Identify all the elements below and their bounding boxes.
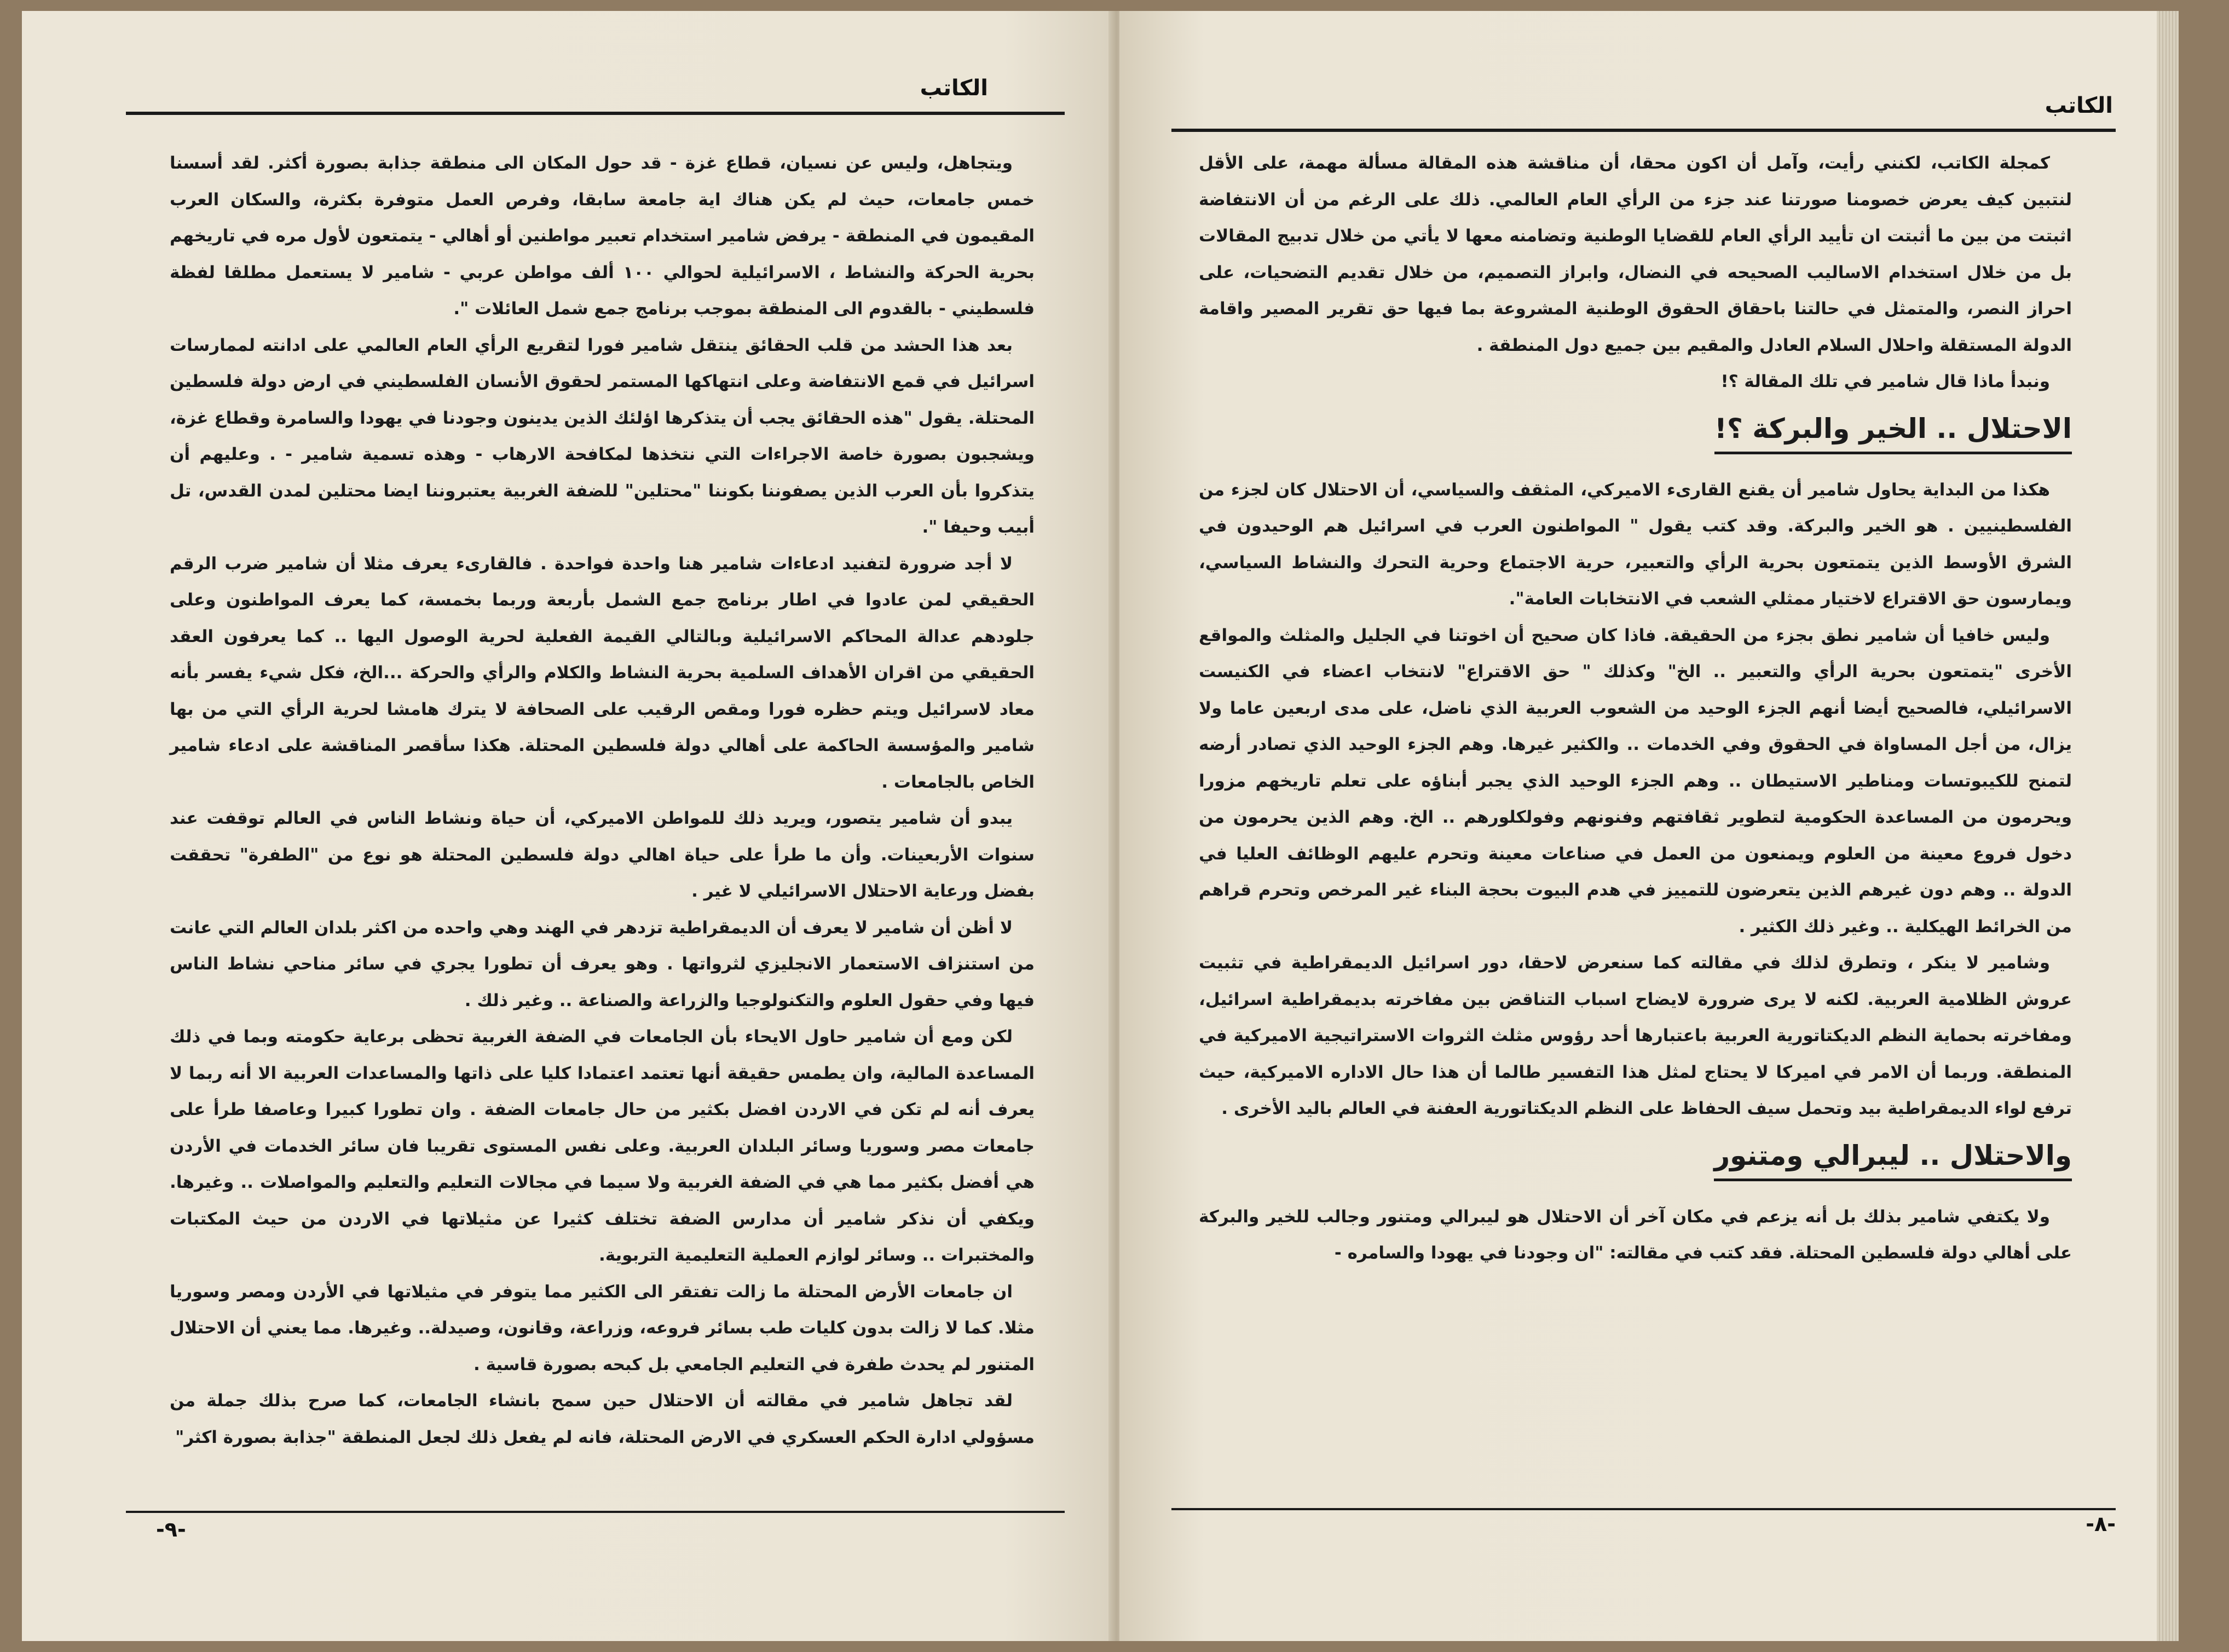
page-edges — [2157, 11, 2179, 1641]
page-number: -٩- — [156, 1517, 186, 1541]
footer-rule — [126, 1511, 1065, 1513]
footer-rule — [1171, 1508, 2116, 1510]
left-page — [22, 11, 1114, 1641]
book-spread — [22, 11, 2179, 1641]
page-number: -٨- — [2086, 1512, 2116, 1536]
paragraph: وليس خافيا أن شامير نطق بجزء من الحقيقة. فاذا كان صحيح أن اخوتنا في الجليل والمثلث والمواقع الأخرى "يتمتعون بحرية الرأي والتعبير .. الخ" وكذلك " حق الاقتراع" لانتخاب اعضاء في الكنيست الاسرائيلي، فالصحيح أيضا أنهم الجزء الوحيد من الشعوب العربية الذي ناضل، على مدى اربعين عاما ولا يزال، من أجل المساواة في الحقوق وفي الخدمات .. والكثير غيرها. وهم الجزء الوحيد الذي تصادر أرضه لتمنح للكيبوتسات ومناطير الاستيطان .. وهم الجزء الوحيد الذي يجبر أبناؤه على تعلم تاريخهم مزورا ويحرمون من المساعدة الحكومية لتطوير ثقافتهم وفنونهم وفولكلورهم .. الخ. وهم الذين يحرمون من دخول فروع معينة من العلوم ويمنعون من العمل في صناعات معينة وتحرم عليهم الوظائف العليا في الدولة .. وهم دون غيرهم الذين يتعرضون للتمييز في هدم البيوت بحجة البناء غير المرخص وتحرم قراهم من الخرائط الهيكلية .. وغير ذلك الكثير . — [1199, 625, 2072, 937]
paragraph: لكن ومع أن شامير حاول الايحاء بأن الجامعات في الضفة الغربية تحظى برعاية حكومته وبما في ذلك المساعدة المالية، وان يطمس حقيقة أنها تعتمد اعتمادا كليا على ذاتها والمساعدات العربية الا أنه ربما لا يعرف أنه لم تكن في الاردن افضل بكثير من حال جامعات الضفة . وان تطورا كبيرا وعاصفا طرأ على جامعات مصر وسوريا وسائر البلدان العربية. وعلى نفس المستوى تقريبا فان سائر الخدمات في الأردن هي أفضل بكثير مما هي في الضفة الغربية ولا سيما في مجالات التعليم والتعليم والمواصلات .. وغيرها. ويكفي أن نذكر شامير أن مدارس الضفة تختلف كثيرا عن مثيلاتها في الاردن من حيث المكتبات والمختبرات .. وسائر لوازم العملية التعليمية التربوية. — [170, 1027, 1035, 1265]
paragraph: يبدو أن شامير يتصور، ويريد ذلك للمواطن الاميركي، أن حياة ونشاط الناس في العالم توقفت عند سنوات الأربعينات. وأن ما طرأ على حياة اهالي دولة فلسطين المحتلة هو نوع من "الطفرة" تحققت بفضل ورعاية الاحتلال الاسرائيلي لا غير . — [170, 808, 1035, 901]
paragraph: لقد تجاهل شامير في مقالته أن الاحتلال حين سمح بانشاء الجامعات، كما صرح بذلك جملة من مسؤولي ادارة الحكم العسكري في الارض المحتلة، فانه لم يفعل ذلك لجعل المنطقة "جذابة بصورة اكثر" — [170, 1391, 1035, 1447]
section-heading: والاحتلال .. ليبرالي ومتنور — [1714, 1134, 2072, 1181]
paragraph: لا أجد ضرورة لتفنيد ادعاءات شامير هنا واحدة فواحدة . فالقارىء يعرف مثلا أن شامير ضرب الرقم الحقيقي لمن عادوا في اطار برنامج جمع الشمل بأربعة وربما بخمسة، كما يعرف المواطنون وعلى جلودهم عدالة المحاكم الاسرائيلية وبالتالي القيمة الفعلية لحرية الوصول اليها .. كما يعرفون العقد الحقيقي من اقران الأهداف السلمية بحرية النشاط والكلام والرأي والحركة ...الخ، فكل شيء يفسر بأنه معاد لاسرائيل ويتم حظره فورا ومقص الرقيب على الصحافة لا يترك هامشا لحرية الرأي التي من بها شامير والمؤسسة الحاكمة على أهالي دولة فلسطين المحتلة. هكذا سأقصر المناقشة على ادعاء شامير الخاص بالجامعات . — [170, 553, 1035, 792]
paragraph: لا أظن أن شامير لا يعرف أن الديمقراطية تزدهر في الهند وهي واحده من اكثر بلدان العالم التي عانت من استنزاف الاستعمار الانجليزي لثرواتها . وهو يعرف أن تطورا يجري في سائر مناحي نشاط الناس فيها وفي حقول العلوم والتكنولوجيا والزراعة والصناعة .. وغير ذلك . — [170, 917, 1035, 1010]
right-page — [1119, 11, 2179, 1641]
header-rule — [126, 112, 1065, 115]
paragraph: ولا يكتفي شامير بذلك بل أنه يزعم في مكان آخر أن الاحتلال هو ليبرالي ومتنور وجالب للخير والبركة على أهالي دولة فلسطين المحتلة. فقد كتب في مقالته: "ان وجودنا في يهودا والسامره - — [1199, 1206, 2072, 1263]
paragraph: هكذا من البداية يحاول شامير أن يقنع القارىء الاميركي، المثقف والسياسي، أن الاحتلال كان لجزء من الفلسطينيين . هو الخير والبركة. وقد كتب يقول " المواطنون العرب في اسرائيل هم الوحيدون في الشرق الأوسط الذين يتمتعون بحرية الرأي والتعبير، حرية الاجتماع وحرية التحرك والنشاط السياسي، ويمارسون حق الاقتراع لاختيار ممثلي الشعب في الانتخابات العامة". — [1199, 480, 2072, 609]
running-head: الكاتب — [2045, 93, 2113, 118]
left-page-body — [170, 145, 1035, 1455]
paragraph: ان جامعات الأرض المحتلة ما زالت تفتقر الى الكثير مما يتوفر في مثيلاتها في الأردن ومصر وسوريا مثلا. كما لا زالت بدون كليات طب بسائر فروعه، وزراعة، وقانون، وصيدلة.. وغيرها. مما يعني أن الاحتلال المتنور لم يحدث طفرة في التعليم الجامعي بل كبحه بصورة قاسية . — [170, 1281, 1035, 1374]
section-heading: الاحتلال .. الخير والبركة ؟! — [1714, 407, 2072, 454]
paragraph: ونبدأ ماذا قال شامير في تلك المقالة ؟! — [1720, 372, 2050, 391]
paragraph: بعد هذا الحشد من قلب الحقائق ينتقل شامير فورا لتقريع الرأي العام العالمي على ادانته لممارسات اسرائيل في قمع الانتفاضة وعلى انتهاكها المستمر لحقوق الأنسان الفلسطيني في ارض دولة فلسطين المحتلة. يقول "هذه الحقائق يجب أن يتذكرها اؤلئك الذين يدينون وجودنا في يهودا والسامرة وقطاع غزة، ويشجبون بصورة خاصة الاجراءات التي نتخذها لمكافحة الارهاب - وهذه تسمية شامير - . وعليهم أن يتذكروا بأن العرب الذين يصفوننا بكوننا "محتلين" للضفة الغربية يعتبروننا ايضا محتلين لمدن القدس، تل أبيب وحيفا ". — [170, 335, 1035, 537]
header-rule — [1171, 129, 2116, 132]
paragraph: كمجلة الكاتب، لكنني رأيت، وآمل أن اكون محقا، أن مناقشة هذه المقالة مسألة مهمة، على الأقل لنتبين كيف يعرض خصومنا صورتنا عند جزء من الرأي العام العالمي. ذلك على الرغم من أن الانتفاضة اثبتت من بين ما أثبتت ان تأييد الرأي العام للقضايا الوطنية وتضامنه معها لا يأتي من خلال تدبيج المقالات بل من خلال استخدام الاساليب الصحيحه في النضال، وابراز التصميم، من خلال تقديم التضحيات، على احراز النصر، والمتمثل في حالتنا باحقاق الحقوق الوطنية المشروعة بما فيها حق تقرير المصير واقامة الدولة المستقلة واحلال السلام العادل والمقيم بين جميع دول المنطقة . — [1199, 153, 2072, 355]
right-page-body — [1199, 145, 2072, 1272]
running-head: الكاتب — [920, 76, 988, 101]
paragraph: ويتجاهل، وليس عن نسيان، قطاع غزة - قد حول المكان الى منطقة جذابة بصورة أكثر. لقد أسسنا خمس جامعات، حيث لم يكن هناك اية جامعة سابقا، وفرص العمل متوفرة بكثرة، والسكان العرب المقيمون في المنطقة - يرفض شامير استخدام تعبير مواطنين أو أهالي - يتمتعون لأول مره في تاريخهم بحرية الحركة والنشاط ، الاسرائيلية لحوالي ١٠٠ ألف مواطن عربي - شامير لا يستعمل مطلقا لفظة فلسطيني - بالقدوم الى المنطقة بموجب برنامج جمع شمل العائلات ". — [170, 153, 1035, 319]
paragraph: وشامير لا ينكر ، وتطرق لذلك في مقالته كما سنعرض لاحقا، دور اسرائيل الديمقراطية في تثبيت عروش الظلامية العربية. لكنه لا يرى ضرورة لايضاح اسباب التناقض بين مفاخرته بديمقراطية اسرائيل، ومفاخرته بحماية النظم الديكتاتورية العربية باعتبارها أحد رؤوس مثلث الثروات الاستراتيجية الاميركية في المنطقة. وربما أن الامر في اميركا لا يحتاج لمثل هذا التفسير طالما أن هذا حال الاداره الاميركية، حيث ترفع لواء الديمقراطية بيد وتحمل سيف الحفاظ على النظم الديكتاتورية العفنة في العالم باليد الأخرى . — [1199, 953, 2072, 1118]
